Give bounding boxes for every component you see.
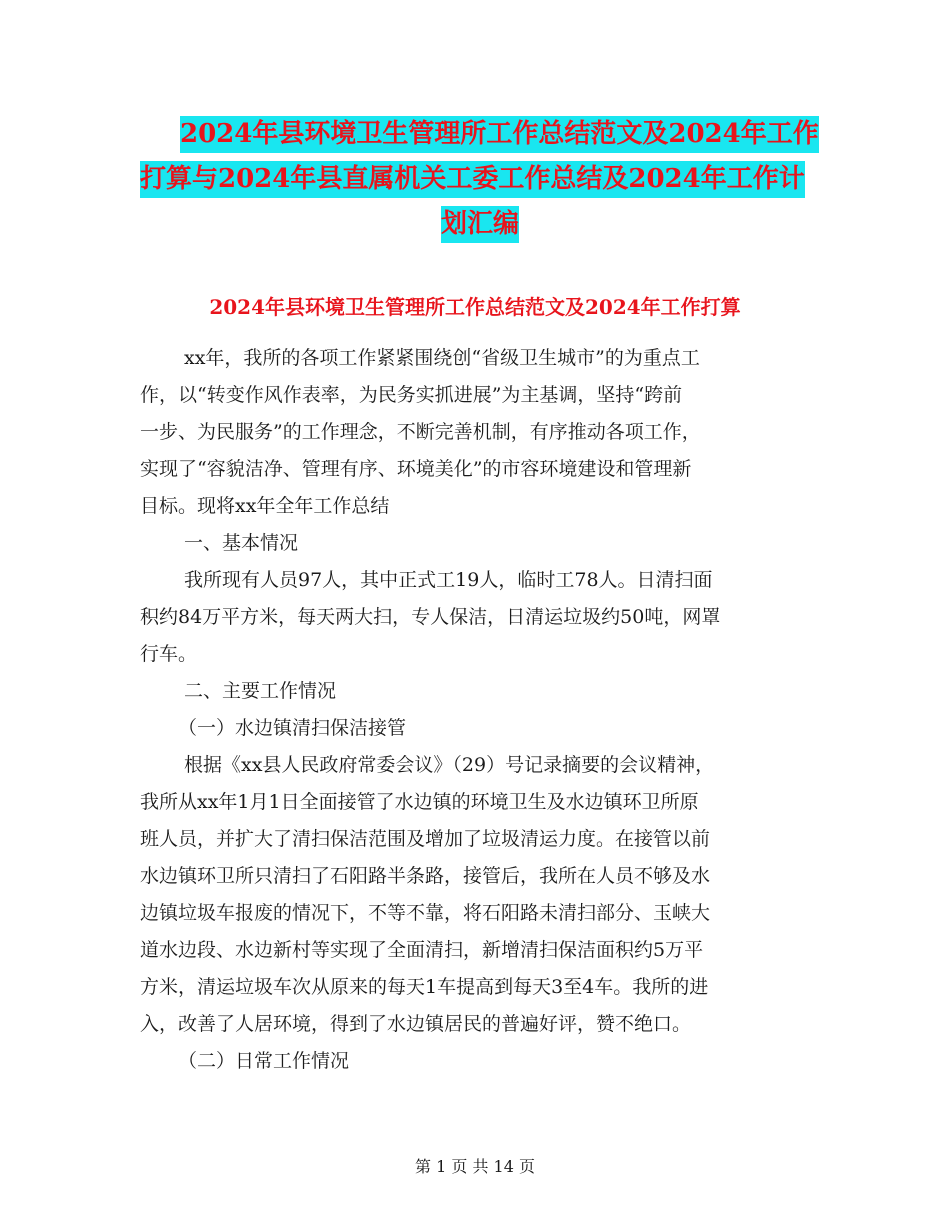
paragraph-line: 班人员，并扩大了清扫保洁范围及增加了垃圾清运力度。在接管以前 bbox=[140, 828, 711, 850]
section-heading: 一、基本情况 bbox=[184, 532, 299, 554]
paragraph-line: 入，改善了人居环境，得到了水边镇居民的普遍好评，赞不绝口。 bbox=[140, 1013, 692, 1035]
paragraph-line: 我所现有人员97人，其中正式工19人，临时工78人。日清扫面 bbox=[184, 569, 713, 591]
document-body bbox=[140, 340, 812, 1080]
title-highlight: 划汇编 bbox=[441, 206, 519, 243]
subsection-heading: （一）水边镇清扫保洁接管 bbox=[178, 717, 407, 739]
title-line-1 bbox=[140, 112, 820, 157]
document-title bbox=[140, 112, 820, 247]
paragraph-line: 方米，清运垃圾车次从原来的每天1车提高到每天3至4车。我所的进 bbox=[140, 976, 709, 998]
paragraph-line: xx年，我所的各项工作紧紧围绕创“省级卫生城市”的为重点工 bbox=[184, 347, 700, 369]
paragraph-line: 作，以“转变作风作表率，为民务实抓进展”为主基调，坚持“跨前 bbox=[140, 384, 683, 406]
paragraph-line: 行车。 bbox=[140, 643, 198, 665]
title-highlight: 2024年县环境卫生管理所工作总结范文及2024年工作 bbox=[180, 116, 819, 153]
paragraph-line: 根据《xx县人民政府常委会议》（29）号记录摘要的会议精神， bbox=[184, 754, 715, 776]
paragraph-line: 水边镇环卫所只清扫了石阳路半条路，接管后，我所在人员不够及水 bbox=[140, 865, 711, 887]
subsection-heading: （二）日常工作情况 bbox=[178, 1050, 350, 1072]
paragraph-line: 目标。现将xx年全年工作总结 bbox=[140, 495, 390, 517]
title-highlight: 打算与2024年县直属机关工委工作总结及2024年工作计 bbox=[140, 161, 805, 198]
title-line-3 bbox=[140, 202, 820, 247]
paragraph-line: 积约84万平方米，每天两大扫，专人保洁，日清运垃圾约50吨，网罩 bbox=[140, 606, 721, 628]
paragraph-line: 我所从xx年1月1日全面接管了水边镇的环境卫生及水边镇环卫所原 bbox=[140, 791, 699, 813]
paragraph-line: 实现了“容貌洁净、管理有序、环境美化”的市容环境建设和管理新 bbox=[140, 458, 692, 480]
title-line-2 bbox=[140, 157, 820, 202]
section-title: 2024年县环境卫生管理所工作总结范文及2024年工作打算 bbox=[209, 295, 741, 319]
paragraph-line: 边镇垃圾车报废的情况下，不等不靠，将石阳路未清扫部分、玉峡大 bbox=[140, 902, 711, 924]
section-heading: 二、主要工作情况 bbox=[184, 680, 337, 702]
paragraph-line: 道水边段、水边新村等实现了全面清扫，新增清扫保洁面积约5万平 bbox=[140, 939, 704, 961]
page-number: 第 1 页 共 14 页 bbox=[415, 1157, 535, 1176]
paragraph-line: 一步、为民服务”的工作理念，不断完善机制，有序推动各项工作， bbox=[140, 421, 701, 443]
